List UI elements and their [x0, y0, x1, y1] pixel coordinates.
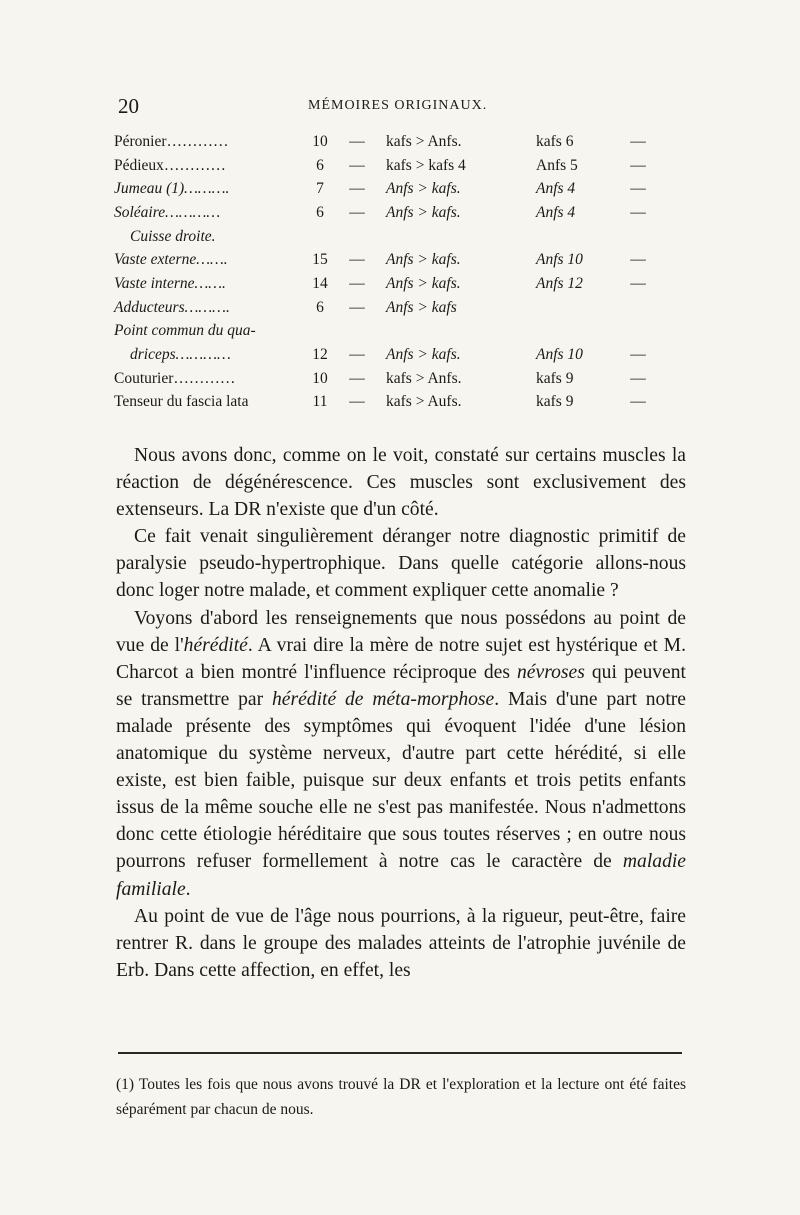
- comparison-value: kafs > Anfs.: [386, 132, 462, 150]
- muscle-name: Jumeau (1)……….: [114, 180, 230, 198]
- table-row: [114, 130, 658, 154]
- page-number: 20: [118, 94, 139, 118]
- paragraph: [116, 523, 686, 604]
- table-row: [114, 367, 658, 391]
- result-value: [526, 320, 618, 344]
- value-number: 14: [312, 274, 328, 292]
- value-number: 6: [316, 298, 324, 316]
- comparison-value: kafs > kafs 4: [386, 156, 466, 174]
- text-run: . A vrai dire la mère de notre sujet est hystérique et M. Charcot a bien montré l'influence réciproque des: [116, 634, 686, 683]
- dash-separator: —: [630, 180, 646, 198]
- dash-separator: —: [349, 203, 365, 221]
- dash-separator: —: [630, 274, 646, 292]
- emphasis-text: hérédité de méta-morphose: [271, 688, 495, 710]
- result-value: [526, 296, 618, 320]
- table-row: [114, 296, 658, 320]
- value-number: 6: [316, 156, 324, 174]
- result-value: [526, 225, 618, 249]
- result-value: Anfs 4: [536, 180, 576, 198]
- page-header: [118, 94, 678, 118]
- electrical-exam-table: [114, 130, 658, 414]
- paragraph: [116, 605, 686, 903]
- dash-separator: —: [349, 369, 365, 387]
- body-text: [116, 442, 686, 984]
- dash-separator: [338, 225, 376, 249]
- muscle-name: Couturier…………: [114, 369, 236, 387]
- comparison-value: Anfs > kafs.: [386, 180, 461, 198]
- result-value: Anfs 10: [536, 346, 583, 364]
- table-row: [114, 272, 658, 296]
- comparison-value: Anfs > kafs: [386, 298, 457, 316]
- table-row: [114, 225, 658, 249]
- muscle-name: Péronier…………: [114, 132, 229, 150]
- comparison-value: Anfs > kafs.: [386, 274, 461, 292]
- dash-separator: —: [630, 369, 646, 387]
- comparison-value: [376, 225, 526, 249]
- table-row: [114, 343, 658, 367]
- footnote-divider: [118, 1052, 682, 1054]
- text-run: . Mais d'une part notre malade présente des symptômes qui évoquent l'idée d'une lésion anatomique du système nerveux, d'autre part cette hérédité, si elle existe, est bien faible, puisque sur deux enfants et trois petits enfants issus de la même souche elle ne s'est pas manifestée. Nous n'admettons donc cette étiologie héréditaire que sous toutes réserves ; en outre nous pourrons refuser formellement à notre cas le caractère de: [116, 688, 687, 873]
- paragraph: [116, 903, 686, 984]
- dash-separator: —: [349, 251, 365, 269]
- result-value: Anfs 5: [536, 156, 578, 174]
- table-row: [114, 201, 658, 225]
- table-row: [114, 248, 658, 272]
- dash-separator: [618, 320, 658, 344]
- dash-separator: —: [630, 251, 646, 269]
- muscle-name: driceps…………: [130, 346, 231, 364]
- dash-separator: —: [630, 393, 646, 411]
- emphasis-text: maladie familiale: [116, 851, 686, 900]
- dash-separator: [618, 296, 658, 320]
- value-number: [302, 225, 338, 249]
- comparison-value: kafs > Anfs.: [386, 369, 462, 387]
- dash-separator: —: [349, 180, 365, 198]
- dash-separator: —: [349, 156, 365, 174]
- value-number: 10: [312, 132, 328, 150]
- text-run: Voyons d'abord les renseignements que nous possédons au point de vue de l': [116, 607, 686, 656]
- text-run: Nous avons donc, comme on le voit, constaté sur certains muscles la réaction de dégénérescence. Ces muscles sont exclusivement des extenseurs. La DR n'existe que d'un côté.: [116, 445, 686, 521]
- result-value: kafs 6: [536, 132, 574, 150]
- dash-separator: [338, 320, 376, 344]
- value-number: 7: [316, 180, 324, 198]
- muscle-name: Tenseur du fascia lata: [114, 393, 249, 411]
- muscle-name: Adducteurs……….: [114, 298, 230, 316]
- dash-separator: —: [349, 346, 365, 364]
- result-value: Anfs 4: [536, 203, 576, 221]
- dash-separator: —: [630, 132, 646, 150]
- value-number: 15: [312, 251, 328, 269]
- running-title: MÉMOIRES ORIGINAUX.: [308, 98, 488, 113]
- footnote: (1) Toutes les fois que nous avons trouvé la DR et l'exploration et la lecture ont été faites séparément par chacun de nous.: [116, 1076, 686, 1118]
- table-row: [114, 177, 658, 201]
- paragraph: [116, 442, 686, 523]
- muscle-name: Vaste interne…….: [114, 274, 226, 292]
- dash-separator: —: [630, 156, 646, 174]
- muscle-name: Soléaire…………: [114, 203, 221, 221]
- value-number: 10: [312, 369, 328, 387]
- text-run: Au point de vue de l'âge nous pourrions, à la rigueur, peut-être, faire rentrer R. dans le groupe des malades atteints de l'atrophie juvénile de Erb. Dans cette affection, en effet, les: [116, 905, 686, 981]
- table-row: [114, 391, 658, 415]
- value-number: 11: [312, 393, 328, 411]
- muscle-name: Pédieux…………: [114, 156, 226, 174]
- muscle-name: Vaste externe…….: [114, 251, 228, 269]
- comparison-value: kafs > Aufs.: [386, 393, 462, 411]
- dash-separator: —: [349, 393, 365, 411]
- result-value: kafs 9: [536, 393, 574, 411]
- value-number: 12: [312, 346, 328, 364]
- text-run: .: [185, 878, 191, 900]
- dash-separator: —: [349, 132, 365, 150]
- comparison-value: Anfs > kafs.: [386, 346, 461, 364]
- emphasis-text: névroses: [517, 661, 585, 683]
- table-row: [114, 320, 658, 344]
- muscle-name: Cuisse droite.: [130, 227, 216, 245]
- text-run: Ce fait venait singulièrement déranger notre diagnostic primitif de paralysie pseudo-hypertrophique. Dans quelle catégorie allons-nous donc loger notre malade, et comment expliquer cette anomalie ?: [116, 526, 686, 602]
- dash-separator: —: [630, 346, 646, 364]
- comparison-value: Anfs > kafs.: [386, 251, 461, 269]
- dash-separator: [618, 225, 658, 249]
- result-value: kafs 9: [536, 369, 574, 387]
- table-row: [114, 154, 658, 178]
- result-value: Anfs 10: [536, 251, 583, 269]
- value-number: [302, 320, 338, 344]
- dash-separator: —: [349, 274, 365, 292]
- value-number: 6: [316, 203, 324, 221]
- muscle-name: Point commun du qua-: [114, 322, 256, 340]
- comparison-value: Anfs > kafs.: [386, 203, 461, 221]
- comparison-value: [376, 320, 526, 344]
- dash-separator: —: [349, 298, 365, 316]
- result-value: Anfs 12: [536, 274, 583, 292]
- dash-separator: —: [630, 203, 646, 221]
- text-run: qui peuvent se transmettre par: [116, 661, 686, 710]
- emphasis-text: hérédité: [183, 634, 248, 656]
